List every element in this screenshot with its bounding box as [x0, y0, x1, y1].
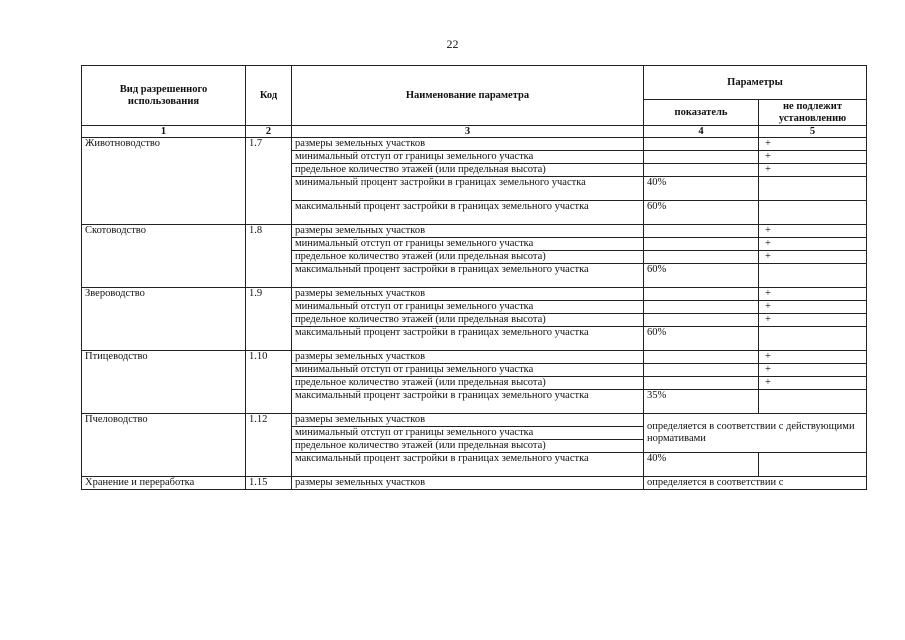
use-name: Птицеводство [82, 351, 246, 414]
param-value [644, 151, 759, 164]
param-value: 40% [644, 453, 759, 477]
param-mark [759, 264, 867, 288]
param-name: предельное количество этажей (или предельная высота) [292, 314, 644, 327]
header-code: Код [246, 66, 292, 126]
param-mark: + [759, 225, 867, 238]
param-name: минимальный отступ от границы земельного участка [292, 238, 644, 251]
use-code: 1.12 [246, 414, 292, 477]
merged-note: определяется в соответствии с действующими нормативами [644, 414, 867, 453]
param-name: максимальный процент застройки в границах земельного участка [292, 453, 644, 477]
param-name: размеры земельных участков [292, 351, 644, 364]
use-code: 1.8 [246, 225, 292, 288]
parameters-table [81, 65, 867, 490]
header-param: Наименование параметра [292, 66, 644, 126]
param-mark [759, 327, 867, 351]
param-value [644, 164, 759, 177]
param-mark [759, 453, 867, 477]
header-params-group: Параметры [644, 66, 867, 100]
param-value [644, 301, 759, 314]
param-name: размеры земельных участков [292, 414, 644, 427]
param-value [644, 225, 759, 238]
col-num-4: 4 [644, 126, 759, 138]
col-num-2: 2 [246, 126, 292, 138]
use-code: 1.9 [246, 288, 292, 351]
param-name: размеры земельных участков [292, 138, 644, 151]
param-name: минимальный отступ от границы земельного участка [292, 364, 644, 377]
use-name: Животноводство [82, 138, 246, 225]
use-name: Звероводство [82, 288, 246, 351]
use-code: 1.10 [246, 351, 292, 414]
param-name: минимальный отступ от границы земельного участка [292, 151, 644, 164]
param-name: размеры земельных участков [292, 225, 644, 238]
param-name: предельное количество этажей (или предельная высота) [292, 440, 644, 453]
col-num-1: 1 [82, 126, 246, 138]
param-value [644, 351, 759, 364]
param-value: 60% [644, 327, 759, 351]
param-name: предельное количество этажей (или предельная высота) [292, 251, 644, 264]
param-value: 35% [644, 390, 759, 414]
param-name: минимальный отступ от границы земельного участка [292, 301, 644, 314]
param-name: размеры земельных участков [292, 477, 644, 490]
header-indicator: показатель [644, 100, 759, 126]
param-value: 60% [644, 201, 759, 225]
param-name: минимальный процент застройки в границах земельного участка [292, 177, 644, 201]
param-mark: + [759, 301, 867, 314]
param-mark: + [759, 351, 867, 364]
param-name: максимальный процент застройки в границах земельного участка [292, 201, 644, 225]
param-mark [759, 201, 867, 225]
use-code: 1.15 [246, 477, 292, 490]
header-not-set: не подлежит установлению [759, 100, 867, 126]
param-mark [759, 390, 867, 414]
param-value: 40% [644, 177, 759, 201]
param-name: максимальный процент застройки в границах земельного участка [292, 327, 644, 351]
param-value: определяется в соответствии с [644, 477, 867, 490]
param-mark: + [759, 138, 867, 151]
use-name: Хранение и переработка [82, 477, 246, 490]
param-name: минимальный отступ от границы земельного участка [292, 427, 644, 440]
param-name: предельное количество этажей (или предельная высота) [292, 377, 644, 390]
param-value [644, 364, 759, 377]
param-name: максимальный процент застройки в границах земельного участка [292, 390, 644, 414]
param-mark: + [759, 288, 867, 301]
col-num-5: 5 [759, 126, 867, 138]
param-value [644, 288, 759, 301]
header-use: Вид разрешенного использования [82, 66, 246, 126]
param-mark: + [759, 314, 867, 327]
param-value [644, 314, 759, 327]
param-value [644, 138, 759, 151]
param-mark [759, 177, 867, 201]
param-mark: + [759, 151, 867, 164]
param-name: максимальный процент застройки в границах земельного участка [292, 264, 644, 288]
param-mark: + [759, 238, 867, 251]
col-num-3: 3 [292, 126, 644, 138]
param-mark: + [759, 364, 867, 377]
use-name: Скотоводство [82, 225, 246, 288]
use-name: Пчеловодство [82, 414, 246, 477]
param-mark: + [759, 377, 867, 390]
use-code: 1.7 [246, 138, 292, 225]
param-value [644, 377, 759, 390]
param-name: предельное количество этажей (или предельная высота) [292, 164, 644, 177]
param-value: 60% [644, 264, 759, 288]
param-name: размеры земельных участков [292, 288, 644, 301]
param-mark: + [759, 164, 867, 177]
param-value [644, 251, 759, 264]
page-number: 22 [446, 37, 459, 51]
param-mark: + [759, 251, 867, 264]
param-value [644, 238, 759, 251]
